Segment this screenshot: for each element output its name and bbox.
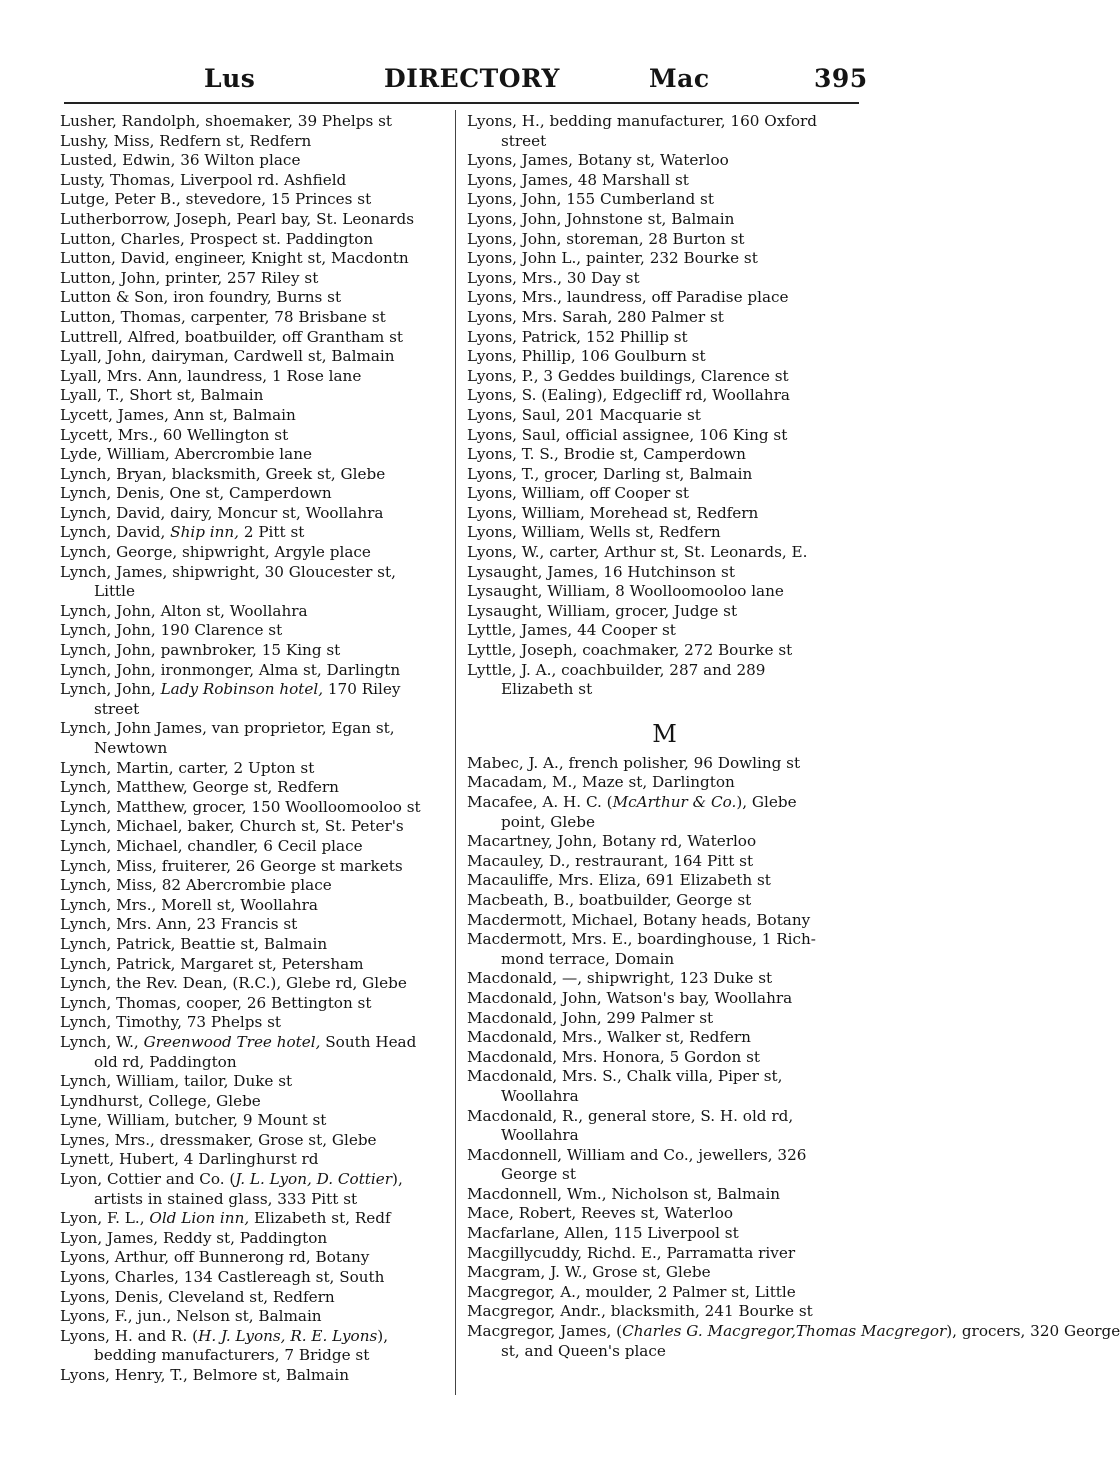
entry-line: Lusty, Thomas, Liverpool rd. Ashfield xyxy=(60,170,347,189)
directory-entry xyxy=(467,1185,862,1205)
directory-entry xyxy=(60,896,450,916)
entry-line: Macauley, D., restraurant, 164 Pitt st xyxy=(467,851,754,870)
entry-line: Macbeath, B., boatbuilder, George st xyxy=(467,890,752,909)
entry-line: Lyons, W., carter, Arthur st, St. Leonards, E. xyxy=(467,543,808,562)
entry-line: Lyttle, James, 44 Cooper st xyxy=(467,621,676,640)
directory-entry xyxy=(60,288,450,308)
directory-entry xyxy=(467,426,862,446)
entry-line: Lyons, Patrick, 152 Phillip st xyxy=(467,327,688,346)
entry-line: Lyons, Arthur, off Bunnerong rd, Botany xyxy=(60,1248,370,1267)
directory-entry xyxy=(467,1067,862,1106)
italic-name: Greenwood Tree hotel, xyxy=(143,1032,321,1051)
directory-entry xyxy=(467,328,862,348)
directory-entry xyxy=(60,680,450,719)
entry-line: Lynch, George, shipwright, Argyle place xyxy=(60,543,371,562)
directory-entry xyxy=(467,1107,862,1146)
directory-entry xyxy=(60,935,450,955)
directory-entry xyxy=(467,930,862,969)
directory-entry xyxy=(60,837,450,857)
entry-line: Lutton, John, printer, 257 Riley st xyxy=(60,268,319,287)
entry-line: Macdonald, R., general store, S. H. old rd, xyxy=(467,1106,794,1125)
entry-line: Lycett, James, Ann st, Balmain xyxy=(60,405,296,424)
directory-entry xyxy=(60,857,450,877)
entry-line: Macdonnell, William and Co., jewellers, 326 xyxy=(467,1145,807,1164)
header-right-guide-word: Mac xyxy=(649,64,710,93)
directory-entry xyxy=(467,308,862,328)
directory-entry xyxy=(60,112,450,132)
entry-line: Macdermott, Michael, Botany heads, Botany xyxy=(467,910,811,929)
directory-entry xyxy=(60,210,450,230)
entry-line: Lyall, Mrs. Ann, laundress, 1 Rose lane xyxy=(60,366,362,385)
entry-continuation-line: George st xyxy=(501,1165,576,1184)
entry-line: Lynch, John, Lady Robinson hotel, 170 Riley xyxy=(60,680,401,699)
entry-continuation-line: street xyxy=(94,699,140,718)
entry-line: Macdonald, John, Watson's bay, Woollahra xyxy=(467,988,793,1007)
directory-entry xyxy=(60,661,450,681)
directory-entry xyxy=(467,445,862,465)
italic-name: Lady Robinson hotel, xyxy=(160,680,324,699)
section-letter-heading: M xyxy=(652,719,677,748)
directory-entry xyxy=(60,249,450,269)
entry-continuation-line: mond terrace, Domain xyxy=(501,949,675,968)
entry-line: Macdonald, John, 299 Palmer st xyxy=(467,1008,714,1027)
directory-entry xyxy=(467,386,862,406)
directory-entry xyxy=(60,1366,450,1386)
entry-line: Lyon, F. L., Old Lion inn, Elizabeth st, Redf xyxy=(60,1209,391,1228)
entry-continuation-line: street xyxy=(501,131,547,150)
entry-line: Lyons, Henry, T., Belmore st, Balmain xyxy=(60,1366,349,1384)
entry-line: Lynett, Hubert, 4 Darlinghurst rd xyxy=(60,1150,319,1169)
directory-entry xyxy=(467,832,862,852)
entry-line: Lutton, Thomas, carpenter, 78 Brisbane st xyxy=(60,307,386,326)
header-left-guide-word: Lus xyxy=(204,64,256,93)
directory-entry xyxy=(467,288,862,308)
directory-entry xyxy=(467,563,862,583)
directory-entry xyxy=(467,641,862,661)
entry-line: Lutton, David, engineer, Knight st, Macdontn xyxy=(60,249,409,268)
entry-line: Lyons, T. S., Brodie st, Camperdown xyxy=(467,445,746,464)
entry-line: Lycett, Mrs., 60 Wellington st xyxy=(60,425,289,444)
directory-entry xyxy=(60,484,450,504)
directory-entry xyxy=(467,523,862,543)
page-number: 395 xyxy=(814,64,868,93)
entry-line: Lyons, H. and R. (H. J. Lyons, R. E. Lyons), xyxy=(60,1326,389,1345)
directory-entry xyxy=(467,773,862,793)
entry-continuation-line: point, Glebe xyxy=(501,812,595,831)
directory-entry xyxy=(60,367,450,387)
directory-entry xyxy=(60,445,450,465)
right-column xyxy=(467,112,1120,1361)
directory-entry xyxy=(60,171,450,191)
directory-entry xyxy=(60,504,450,524)
entry-line: Lyons, John, 155 Cumberland st xyxy=(467,190,714,209)
entry-line: Lyne, William, butcher, 9 Mount st xyxy=(60,1111,327,1130)
directory-entry xyxy=(60,1248,450,1268)
entry-line: Lyons, Saul, official assignee, 106 King st xyxy=(467,425,788,444)
directory-entry xyxy=(60,1288,450,1308)
entry-continuation-line: Woollahra xyxy=(501,1086,579,1105)
entry-line: Macadam, M., Maze st, Darlington xyxy=(467,773,735,792)
directory-entry xyxy=(467,1048,862,1068)
directory-entry xyxy=(60,347,450,367)
entry-line: Lyon, James, Reddy st, Paddington xyxy=(60,1228,328,1247)
entry-line: Lynch, Miss, fruiterer, 26 George st markets xyxy=(60,856,403,875)
entry-line: Lynch, Martin, carter, 2 Upton st xyxy=(60,758,315,777)
entry-line: Lynch, John, Alton st, Woollahra xyxy=(60,601,308,620)
directory-entry xyxy=(60,1111,450,1131)
header-rule xyxy=(64,102,859,104)
entry-line: Lyons, James, 48 Marshall st xyxy=(467,170,689,189)
entry-line: Lynch, James, shipwright, 30 Gloucester st, xyxy=(60,562,396,581)
entry-line: Macgram, J. W., Grose st, Glebe xyxy=(467,1263,711,1282)
italic-name: H. J. Lyons, R. E. Lyons xyxy=(198,1326,378,1345)
entry-line: Lynch, Denis, One st, Camperdown xyxy=(60,484,332,503)
directory-entry xyxy=(467,661,862,700)
entry-continuation-line: Woollahra xyxy=(501,1126,579,1145)
directory-entry xyxy=(467,406,862,426)
entry-line: Lynch, John James, van proprietor, Egan st, xyxy=(60,719,395,738)
entry-line: Lusher, Randolph, shoemaker, 39 Phelps st xyxy=(60,112,393,130)
entry-line: Macgregor, Andr., blacksmith, 241 Bourke st xyxy=(467,1302,813,1321)
directory-entry xyxy=(60,994,450,1014)
entry-continuation-line: st, and Queen's place xyxy=(501,1341,666,1360)
directory-entry xyxy=(60,1072,450,1092)
entry-line: Macgillycuddy, Richd. E., Parramatta river xyxy=(467,1243,796,1262)
italic-name: Old Lion inn, xyxy=(149,1209,250,1228)
directory-entry xyxy=(467,230,862,250)
entry-line: Lyons, S. (Ealing), Edgecliff rd, Woollahra xyxy=(467,386,790,405)
entry-line: Lynch, Timothy, 73 Phelps st xyxy=(60,1013,281,1032)
directory-entry xyxy=(467,754,862,774)
entry-line: Lynch, Michael, chandler, 6 Cecil place xyxy=(60,836,363,855)
entry-line: Lynch, Thomas, cooper, 26 Bettington st xyxy=(60,993,372,1012)
directory-entry xyxy=(467,891,862,911)
directory-entry xyxy=(467,543,862,563)
directory-entry xyxy=(60,328,450,348)
entry-line: Lynch, Miss, 82 Abercrombie place xyxy=(60,876,332,895)
header-title: DIRECTORY xyxy=(384,64,560,93)
entry-line: Lyons, William, Morehead st, Redfern xyxy=(467,503,759,522)
directory-entry xyxy=(467,871,862,891)
entry-line: Lynch, Bryan, blacksmith, Greek st, Glebe xyxy=(60,464,386,483)
italic-name: Thomas Macgregor xyxy=(795,1322,947,1341)
directory-entry xyxy=(60,465,450,485)
entry-line: Lynch, Mrs. Ann, 23 Francis st xyxy=(60,915,298,934)
directory-entry xyxy=(467,969,862,989)
directory-entry xyxy=(60,621,450,641)
directory-entry xyxy=(60,406,450,426)
directory-entry xyxy=(467,989,862,1009)
italic-name: Ship inn, xyxy=(170,523,240,542)
directory-entry xyxy=(467,1283,862,1303)
directory-entry xyxy=(60,798,450,818)
entry-continuation-line: Little xyxy=(94,582,135,601)
directory-entry xyxy=(60,778,450,798)
directory-entry xyxy=(467,852,862,872)
directory-entry xyxy=(467,367,862,387)
entry-line: Lynch, William, tailor, Duke st xyxy=(60,1072,293,1091)
italic-name: McArthur & Co. xyxy=(612,793,737,811)
directory-entry xyxy=(467,151,862,171)
directory-entry xyxy=(60,955,450,975)
directory-entry xyxy=(467,1263,862,1283)
entry-continuation-line: Newtown xyxy=(94,739,168,757)
entry-line: Lynch, Mrs., Morell st, Woollahra xyxy=(60,895,318,914)
entry-line: Lynch, the Rev. Dean, (R.C.), Glebe rd, Glebe xyxy=(60,974,407,993)
directory-entry xyxy=(60,426,450,446)
entry-line: Lysaught, William, 8 Woolloomooloo lane xyxy=(467,582,784,601)
entry-line: Lyons, John L., painter, 232 Bourke st xyxy=(467,249,758,268)
directory-entry xyxy=(467,1244,862,1264)
directory-entry xyxy=(60,1033,450,1072)
entry-continuation-line: Elizabeth st xyxy=(501,680,593,699)
entry-line: Macdonald, Mrs. S., Chalk villa, Piper st, xyxy=(467,1067,783,1086)
italic-name: Charles G. Macgregor, xyxy=(622,1322,796,1341)
italic-name: J. L. Lyon, D. Cottier xyxy=(235,1170,393,1189)
entry-line: Lyons, H., bedding manufacturer, 160 Oxford xyxy=(467,112,818,130)
entry-line: Lyons, William, off Cooper st xyxy=(467,484,690,503)
directory-entry xyxy=(60,386,450,406)
directory-entry xyxy=(60,641,450,661)
entry-line: Macdermott, Mrs. E., boardinghouse, 1 Rich- xyxy=(467,930,816,949)
entry-line: Lyons, John, Johnstone st, Balmain xyxy=(467,209,735,228)
entry-line: Lyons, Charles, 134 Castlereagh st, South xyxy=(60,1268,385,1287)
directory-entry xyxy=(467,911,862,931)
directory-entry xyxy=(60,1268,450,1288)
directory-entry xyxy=(60,308,450,328)
directory-entry xyxy=(60,817,450,837)
directory-entry xyxy=(467,1224,862,1244)
entry-line: Lutge, Peter B., stevedore, 15 Princes st xyxy=(60,190,372,209)
entry-line: Lynch, John, 190 Clarence st xyxy=(60,621,283,640)
entry-line: Lyall, John, dairyman, Cardwell st, Balmain xyxy=(60,347,395,366)
entry-line: Lynch, Michael, baker, Church st, St. Peter's xyxy=(60,817,404,836)
entry-line: Lyttle, J. A., coachbuilder, 287 and 289 xyxy=(467,660,766,679)
entry-line: Lyde, William, Abercrombie lane xyxy=(60,445,312,464)
directory-entry xyxy=(60,1170,450,1209)
entry-line: Lusted, Edwin, 36 Wilton place xyxy=(60,151,301,170)
directory-entry xyxy=(60,132,450,152)
entry-line: Lynch, W., Greenwood Tree hotel, South Head xyxy=(60,1032,417,1051)
entry-line: Lutherborrow, Joseph, Pearl bay, St. Leonards xyxy=(60,209,415,228)
directory-entry xyxy=(467,793,862,832)
directory-entry xyxy=(467,1146,862,1185)
directory-entry xyxy=(467,1028,862,1048)
entry-line: Lyons, F., jun., Nelson st, Balmain xyxy=(60,1307,322,1326)
entry-line: Lyndhurst, College, Glebe xyxy=(60,1091,261,1110)
entry-line: Lyons, P., 3 Geddes buildings, Clarence st xyxy=(467,366,789,385)
entry-line: Macauliffe, Mrs. Eliza, 691 Elizabeth st xyxy=(467,871,771,890)
directory-entry xyxy=(60,759,450,779)
directory-entry xyxy=(60,523,450,543)
entry-line: Lyttle, Joseph, coachmaker, 272 Bourke st xyxy=(467,641,793,660)
entry-line: Lushy, Miss, Redfern st, Redfern xyxy=(60,131,312,150)
directory-entry xyxy=(467,171,862,191)
entry-line: Lynch, David, Ship inn, 2 Pitt st xyxy=(60,523,305,542)
directory-entry xyxy=(60,1209,450,1229)
directory-entry xyxy=(60,1092,450,1112)
entry-line: Lysaught, William, grocer, Judge st xyxy=(467,601,738,620)
left-column xyxy=(60,112,450,1386)
directory-entry xyxy=(467,465,862,485)
directory-entry xyxy=(467,1009,862,1029)
directory-entry xyxy=(467,210,862,230)
entry-line: Lynch, Patrick, Beattie st, Balmain xyxy=(60,934,328,953)
page-header xyxy=(64,60,868,100)
entry-line: Macartney, John, Botany rd, Waterloo xyxy=(467,832,757,851)
entry-line: Lyons, Mrs., laundress, off Paradise place xyxy=(467,288,789,307)
directory-entry xyxy=(60,1327,450,1366)
entry-line: Lyons, Denis, Cleveland st, Redfern xyxy=(60,1287,335,1306)
entry-line: Lyall, T., Short st, Balmain xyxy=(60,386,264,405)
directory-entry xyxy=(60,719,450,758)
entry-line: Lynch, Patrick, Margaret st, Petersham xyxy=(60,954,364,973)
directory-entry xyxy=(60,269,450,289)
directory-entry xyxy=(467,1322,1120,1361)
directory-entry xyxy=(60,1150,450,1170)
directory-entry xyxy=(467,504,862,524)
entry-line: Lyons, James, Botany st, Waterloo xyxy=(467,151,729,170)
directory-entry xyxy=(467,190,862,210)
entry-line: Macdonald, Mrs. Honora, 5 Gordon st xyxy=(467,1047,760,1066)
directory-entry xyxy=(60,602,450,622)
entry-line: Mace, Robert, Reeves st, Waterloo xyxy=(467,1204,734,1223)
directory-entry xyxy=(60,190,450,210)
entry-line: Lynch, David, dairy, Moncur st, Woollahra xyxy=(60,503,384,522)
entry-line: Lyon, Cottier and Co. (J. L. Lyon, D. Cottier), xyxy=(60,1170,403,1189)
entry-line: Lutton, Charles, Prospect st. Paddington xyxy=(60,229,374,248)
entry-line: Lysaught, James, 16 Hutchinson st xyxy=(467,562,735,581)
directory-entry xyxy=(467,484,862,504)
entry-line: Luttrell, Alfred, boatbuilder, off Grantham st xyxy=(60,327,404,346)
entry-line: Macfarlane, Allen, 115 Liverpool st xyxy=(467,1224,739,1243)
directory-entry xyxy=(60,1131,450,1151)
entry-line: Macafee, A. H. C. (McArthur & Co.), Glebe xyxy=(467,793,797,811)
directory-entry xyxy=(467,1302,862,1322)
directory-entry xyxy=(60,1229,450,1249)
entry-line: Macgregor, James, (Charles G. Macgregor,Thomas Macgregor), grocers, 320 George xyxy=(467,1322,1120,1341)
directory-entry xyxy=(467,347,862,367)
directory-entry xyxy=(60,1013,450,1033)
entry-line: Lyons, John, storeman, 28 Burton st xyxy=(467,229,745,248)
entry-continuation-line: artists in stained glass, 333 Pitt st xyxy=(94,1189,358,1208)
directory-entry xyxy=(467,269,862,289)
entry-line: Lyons, Mrs., 30 Day st xyxy=(467,268,640,287)
directory-entry xyxy=(60,915,450,935)
directory-entry xyxy=(467,1204,862,1224)
entry-line: Macdonald, —, shipwright, 123 Duke st xyxy=(467,969,773,988)
entry-line: Lyons, T., grocer, Darling st, Balmain xyxy=(467,464,753,483)
entry-line: Macgregor, A., moulder, 2 Palmer st, Little xyxy=(467,1282,796,1301)
column-divider xyxy=(455,110,456,1395)
directory-entry xyxy=(467,621,862,641)
entry-line: Macdonnell, Wm., Nicholson st, Balmain xyxy=(467,1184,781,1203)
entry-line: Lynch, Matthew, grocer, 150 Woolloomooloo st xyxy=(60,797,421,816)
directory-entry xyxy=(60,543,450,563)
directory-entry xyxy=(60,230,450,250)
entry-line: Lyons, William, Wells st, Redfern xyxy=(467,523,721,542)
directory-entry xyxy=(60,563,450,602)
entry-line: Lyons, Phillip, 106 Goulburn st xyxy=(467,347,706,366)
directory-entry xyxy=(467,249,862,269)
directory-entry xyxy=(60,151,450,171)
directory-entry xyxy=(467,602,862,622)
entry-line: Lynch, Matthew, George st, Redfern xyxy=(60,778,339,797)
directory-entry xyxy=(60,1307,450,1327)
entry-line: Lynch, John, ironmonger, Alma st, Darlingtn xyxy=(60,660,401,679)
entry-continuation-line: old rd, Paddington xyxy=(94,1052,237,1071)
entry-line: Lynch, John, pawnbroker, 15 King st xyxy=(60,641,341,660)
directory-entry xyxy=(467,582,862,602)
directory-entry xyxy=(467,112,862,151)
entry-line: Lynes, Mrs., dressmaker, Grose st, Glebe xyxy=(60,1130,377,1149)
entry-line: Lutton & Son, iron foundry, Burns st xyxy=(60,288,342,307)
entry-continuation-line: bedding manufacturers, 7 Bridge st xyxy=(94,1346,370,1365)
entry-line: Macdonald, Mrs., Walker st, Redfern xyxy=(467,1028,751,1047)
directory-entry xyxy=(60,974,450,994)
directory-entry xyxy=(60,876,450,896)
entry-line: Mabec, J. A., french polisher, 96 Dowling st xyxy=(467,753,801,772)
entry-line: Lyons, Saul, 201 Macquarie st xyxy=(467,405,701,424)
entry-line: Lyons, Mrs. Sarah, 280 Palmer st xyxy=(467,307,724,326)
